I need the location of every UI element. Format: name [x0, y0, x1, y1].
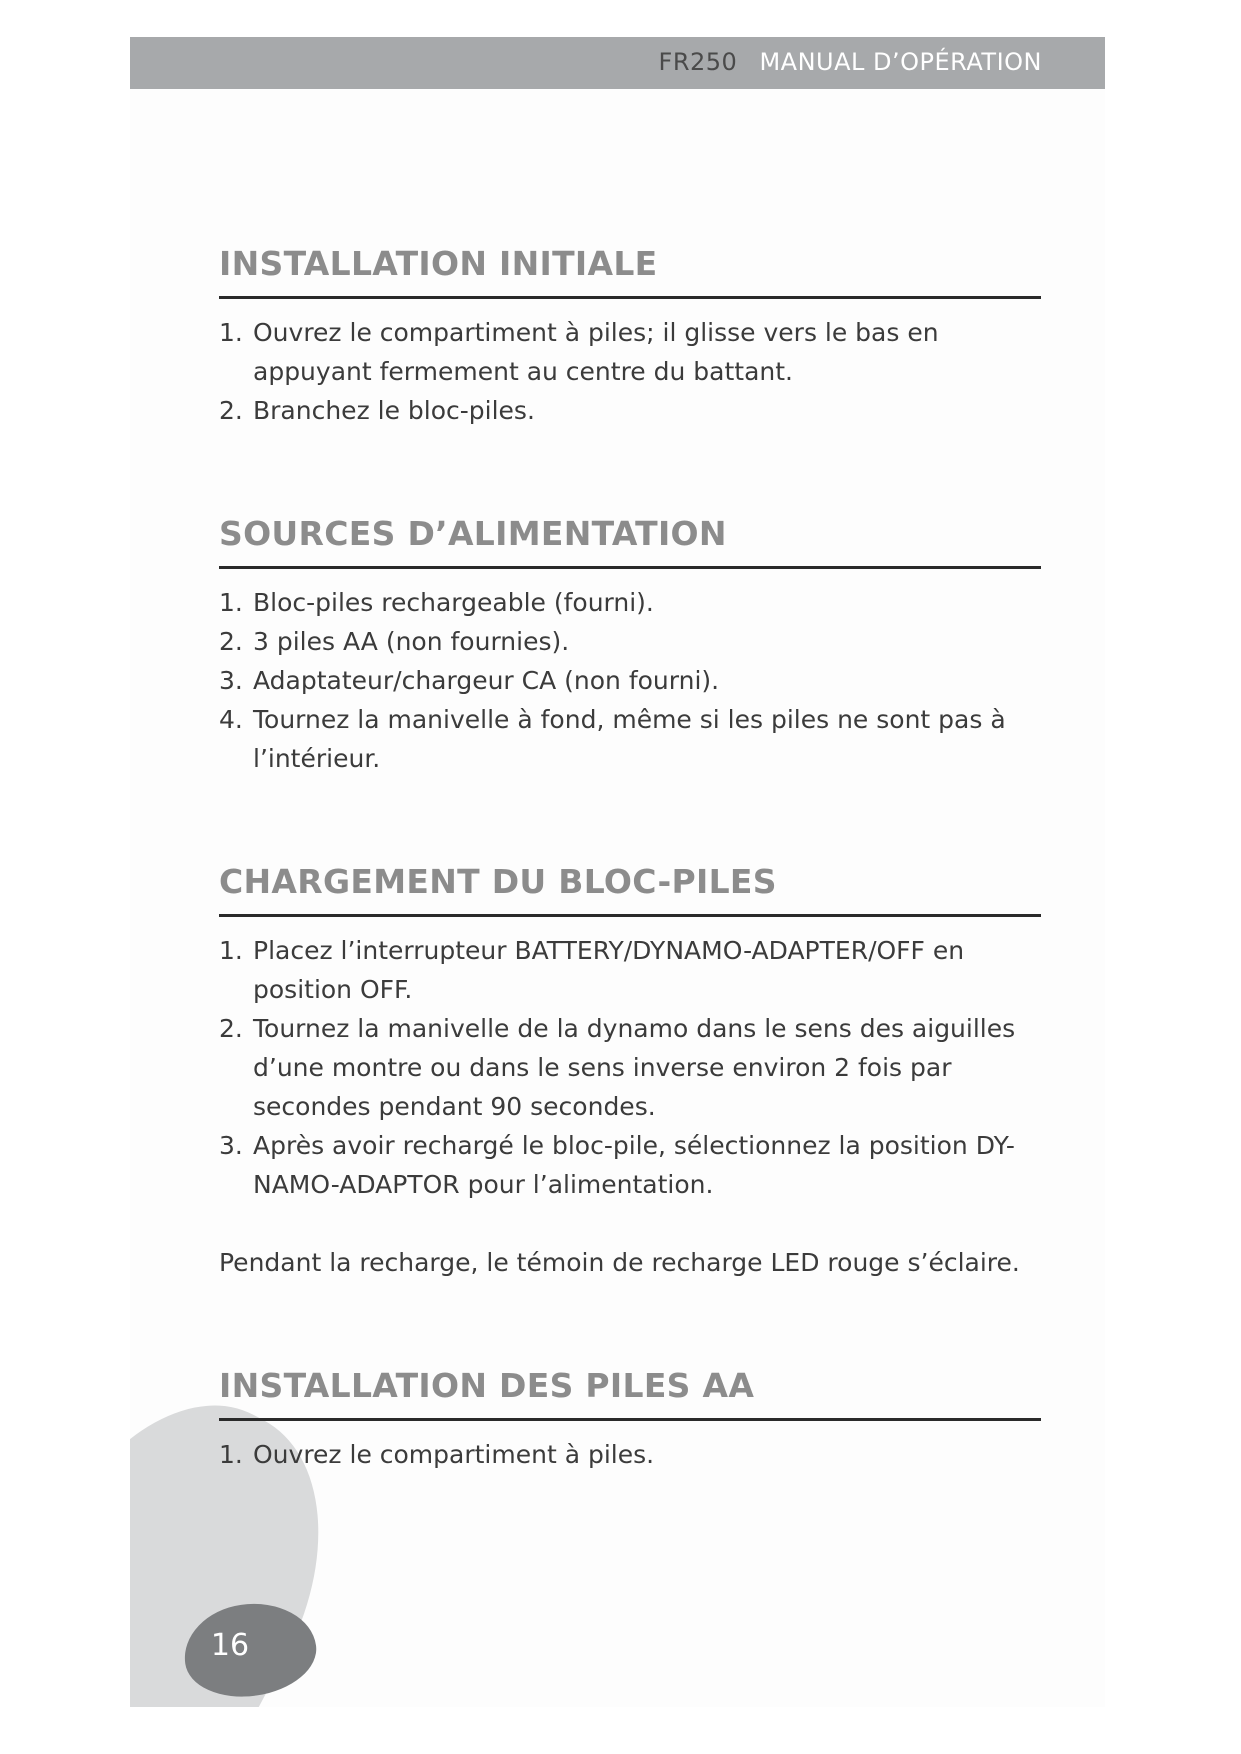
header-title: MANUAL D’OPÉRATION [759, 48, 1042, 76]
item-number: 1. [219, 588, 243, 617]
section-title: INSTALLATION DES PILES AA [219, 1364, 1041, 1421]
numbered-list [219, 931, 1041, 1204]
item-text: Placez l’interrupteur BATTERY/DYNAMO-ADAPTER/OFF en position OFF. [253, 936, 965, 1004]
item-text: Ouvrez le compartiment à piles; il glisse vers le bas en appuyant fermement au centre du battant. [253, 318, 939, 386]
list-item [219, 931, 1041, 1009]
item-text: Après avoir rechargé le bloc-pile, sélectionnez la position DY-NAMO-ADAPTOR pour l’alimentation. [253, 1131, 1015, 1199]
item-text: Bloc-piles rechargeable (fourni). [253, 588, 654, 617]
section-title: CHARGEMENT DU BLOC-PILES [219, 860, 1041, 917]
item-text: Tournez la manivelle de la dynamo dans le sens des aiguilles d’une montre ou dans le sens inverse environ 2 fois par secondes pendant 90 secondes. [253, 1014, 1016, 1121]
item-number: 1. [219, 1440, 243, 1469]
item-number: 1. [219, 936, 243, 965]
item-number: 3. [219, 666, 243, 695]
item-text: Branchez le bloc-piles. [253, 396, 535, 425]
section-chargement-bloc-piles [219, 860, 1041, 1282]
item-number: 2. [219, 1014, 243, 1043]
header-bar [130, 37, 1105, 89]
item-text: 3 piles AA (non fournies). [253, 627, 570, 656]
page-number: 16 [210, 1628, 250, 1663]
header-text [659, 48, 1042, 76]
section-installation-piles-aa [219, 1364, 1041, 1474]
item-number: 4. [219, 705, 243, 734]
numbered-list [219, 1435, 1041, 1474]
item-number: 3. [219, 1131, 243, 1160]
list-item [219, 583, 1041, 622]
section-installation-initiale [219, 242, 1041, 430]
section-note: Pendant la recharge, le témoin de recharge LED rouge s’éclaire. [219, 1248, 1020, 1277]
list-item [219, 1126, 1041, 1204]
section-sources-alimentation [219, 512, 1041, 778]
item-number: 2. [219, 627, 243, 656]
list-item [219, 313, 1041, 391]
list-item [219, 1009, 1041, 1126]
list-item [219, 661, 1041, 700]
manual-page [130, 37, 1105, 1707]
content [219, 242, 1041, 1558]
list-item [219, 391, 1041, 430]
section-title: SOURCES D’ALIMENTATION [219, 512, 1041, 569]
list-item [219, 1435, 1041, 1474]
section-title: INSTALLATION INITIALE [219, 242, 1041, 299]
numbered-list [219, 583, 1041, 778]
list-item [219, 700, 1041, 778]
list-item [219, 622, 1041, 661]
item-text: Ouvrez le compartiment à piles. [253, 1440, 655, 1469]
item-number: 2. [219, 396, 243, 425]
item-text: Tournez la manivelle à fond, même si les piles ne sont pas à l’intérieur. [253, 705, 1006, 773]
item-number: 1. [219, 318, 243, 347]
numbered-list [219, 313, 1041, 430]
item-text: Adaptateur/chargeur CA (non fourni). [253, 666, 720, 695]
header-model: FR250 [658, 48, 738, 76]
